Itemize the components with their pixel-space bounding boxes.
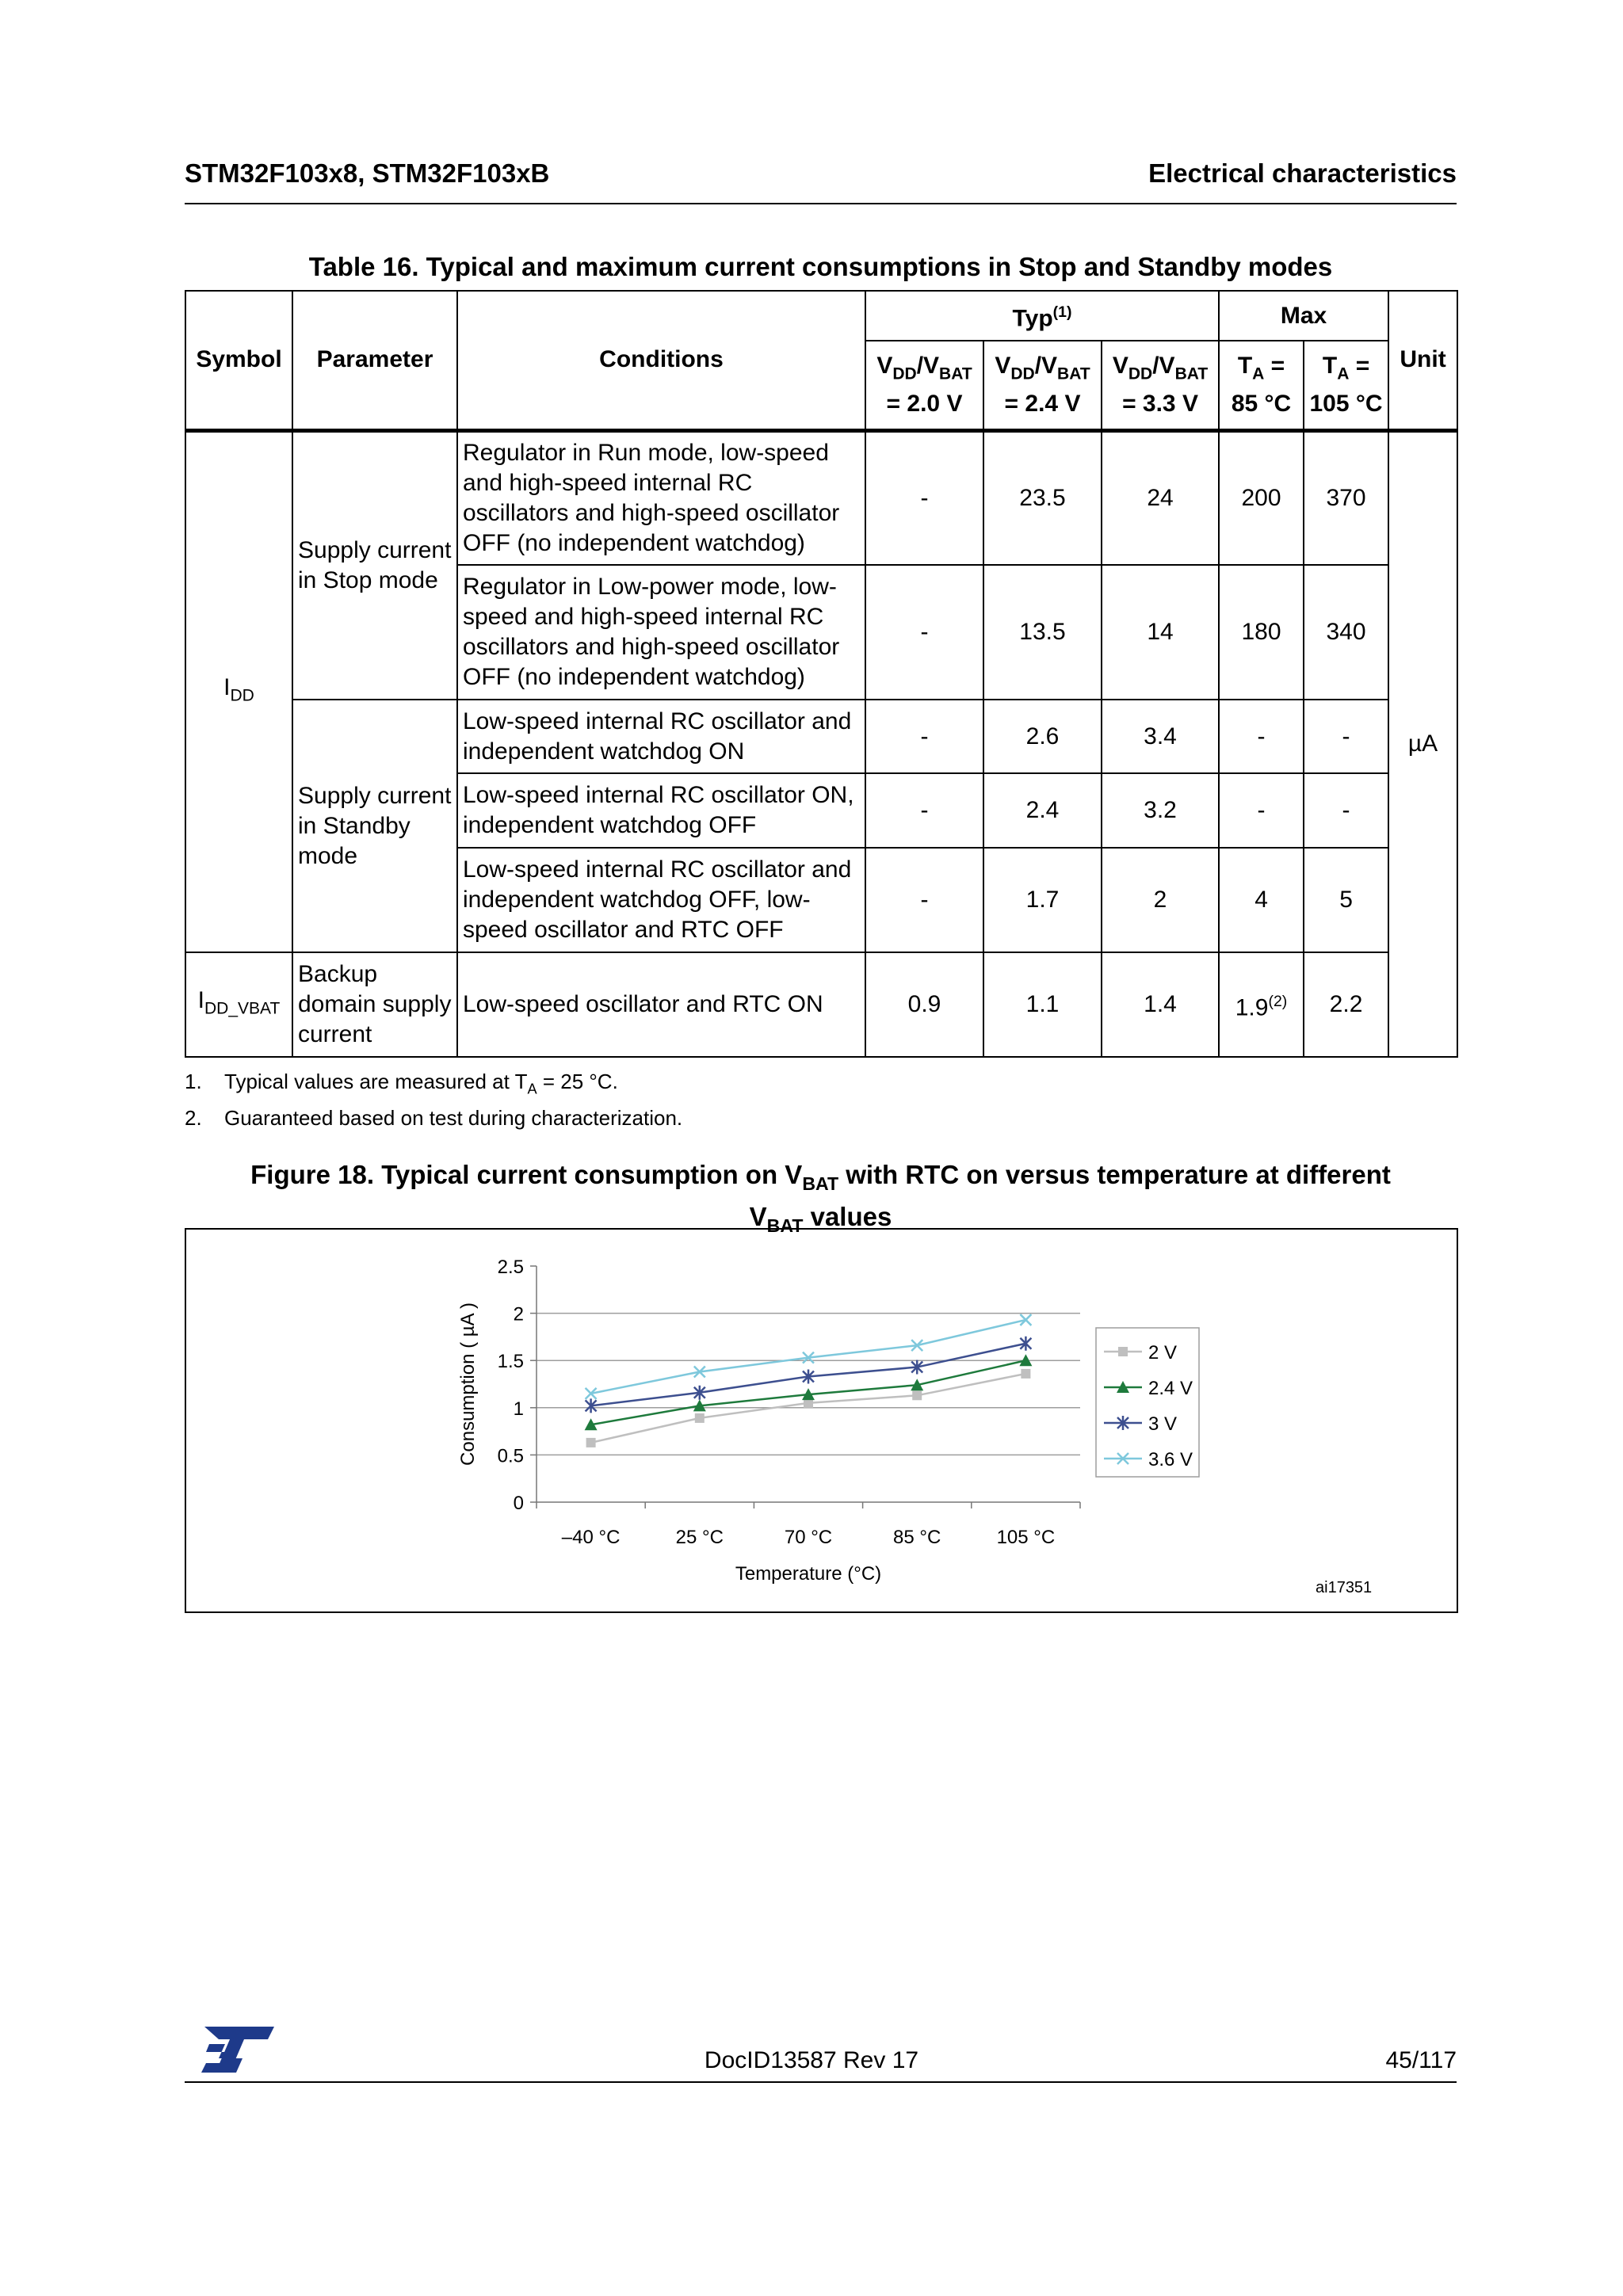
value-cell: 3.4 (1102, 700, 1219, 773)
value-cell: 5 (1304, 848, 1388, 952)
value-cell: 1.9$^{(2)}$ (1219, 952, 1304, 1057)
value-cell: - (1219, 773, 1304, 848)
col-header-ta-105: $T_A$ = 105 °C (1304, 341, 1388, 430)
col-header-typ: Typ$^{(1)}$ (865, 291, 1219, 341)
table-row (185, 430, 1457, 565)
col-header-symbol: Symbol (185, 291, 292, 430)
value-cell: - (1304, 700, 1388, 773)
legend-marker (1118, 1347, 1128, 1356)
condition-cell: Low-speed internal RC oscillator and independent watchdog OFF, low-speed oscillator and RTC OFF (457, 848, 865, 952)
value-cell: - (865, 700, 983, 773)
symbol-idd: $I_{DD}$ (185, 430, 292, 952)
condition-cell: Regulator in Low-power mode, low-speed and high-speed internal RC oscillators and high-speed oscillator OFF (no independent watchdog) (457, 565, 865, 700)
value-cell: 2 (1102, 848, 1219, 952)
legend-label: 3 V (1148, 1413, 1178, 1435)
y-tick-label: 0.5 (497, 1445, 524, 1467)
doc-header-title: STM32F103x8, STM32F103xB (185, 158, 550, 188)
value-cell: 23.5 (983, 430, 1102, 565)
value-cell: 4 (1219, 848, 1304, 952)
y-tick-label: 1 (513, 1398, 524, 1420)
value-cell: 0.9 (865, 952, 983, 1057)
header-rule (185, 203, 1457, 204)
table-row (185, 952, 1457, 1057)
footnote-2: 2. Guaranteed based on test during characterization. (185, 1106, 683, 1130)
y-tick-label: 2.5 (497, 1257, 524, 1278)
x-tick-label: 85 °C (893, 1527, 941, 1548)
legend-label: 2 V (1148, 1342, 1178, 1363)
col-header-ta-85: $T_A$ = 85 °C (1219, 341, 1304, 430)
legend-label: 2.4 V (1148, 1378, 1193, 1399)
value-cell: 2.4 (983, 773, 1102, 848)
value-cell: 2.6 (983, 700, 1102, 773)
data-point (912, 1390, 922, 1400)
y-axis-label: Consumption ( µA ) (457, 1302, 479, 1466)
col-header-vdd-2v0: $V_{DD}/V_{BAT}$ = 2.0 V (865, 341, 983, 430)
y-tick-label: 1.5 (497, 1351, 524, 1373)
value-cell: 24 (1102, 430, 1219, 565)
x-tick-label: 70 °C (784, 1527, 833, 1548)
value-cell: 3.2 (1102, 773, 1219, 848)
param-standby: Supply current in Standby mode (292, 700, 457, 952)
value-cell: 180 (1219, 565, 1304, 700)
y-tick-label: 0 (513, 1493, 524, 1514)
col-header-vdd-3v3: $V_{DD}/V_{BAT}$ = 3.3 V (1102, 341, 1219, 430)
condition-cell: Low-speed internal RC oscillator and independent watchdog ON (457, 700, 865, 773)
value-cell: 370 (1304, 430, 1388, 565)
condition-cell: Low-speed oscillator and RTC ON (457, 952, 865, 1057)
col-header-unit: Unit (1388, 291, 1457, 430)
symbol-idd-vbat: $I_{DD\_VBAT}$ (185, 952, 292, 1057)
table-title: Table 16. Typical and maximum current consumptions in Stop and Standby modes (308, 252, 1333, 281)
doc-id: DocID13587 Rev 17 (704, 2047, 919, 2073)
vbat-consumption-chart (186, 1230, 1457, 1611)
value-cell: 14 (1102, 565, 1219, 700)
table-row (185, 700, 1457, 773)
y-tick-label: 2 (513, 1303, 524, 1325)
doc-header-section: Electrical characteristics (1148, 158, 1457, 188)
value-cell: - (865, 565, 983, 700)
footnote-1: 1. Typical values are measured at $T_A = 25$ °C. (185, 1070, 618, 1097)
footer-rule (185, 2081, 1457, 2083)
value-cell: - (865, 848, 983, 952)
value-cell: 340 (1304, 565, 1388, 700)
x-tick-label: –40 °C (561, 1527, 621, 1548)
value-cell: - (865, 773, 983, 848)
col-header-conditions: Conditions (457, 291, 865, 430)
param-backup: Backup domain supply current (292, 952, 457, 1057)
page-number: 45/117 (1385, 2047, 1457, 2073)
param-stop: Supply current in Stop mode (292, 430, 457, 700)
value-cell: 200 (1219, 430, 1304, 565)
col-header-max: Max (1219, 291, 1388, 341)
col-header-vdd-2v4: $V_{DD}/V_{BAT}$ = 2.4 V (983, 341, 1102, 430)
value-cell: - (865, 430, 983, 565)
value-cell: 13.5 (983, 565, 1102, 700)
data-point (1021, 1369, 1030, 1379)
condition-cell: Regulator in Run mode, low-speed and high-speed internal RC oscillators and high-speed oscillator OFF (no independent watchdog) (457, 430, 865, 565)
legend-label: 3.6 V (1148, 1449, 1193, 1470)
figure-code: ai17351 (1316, 1579, 1373, 1596)
value-cell: - (1219, 700, 1304, 773)
value-cell: 1.4 (1102, 952, 1219, 1057)
current-consumption-table (185, 290, 1458, 1058)
condition-cell: Low-speed internal RC oscillator ON, independent watchdog OFF (457, 773, 865, 848)
x-tick-label: 25 °C (675, 1527, 724, 1548)
x-axis-label: Temperature (°C) (735, 1563, 882, 1585)
value-cell: - (1304, 773, 1388, 848)
value-cell: 1.7 (983, 848, 1102, 952)
unit-cell: µA (1388, 430, 1457, 1057)
value-cell: 2.2 (1304, 952, 1388, 1057)
col-header-parameter: Parameter (292, 291, 457, 430)
data-point (586, 1438, 596, 1447)
value-cell: 1.1 (983, 952, 1102, 1057)
data-point (695, 1413, 705, 1423)
x-tick-label: 105 °C (996, 1527, 1056, 1548)
figure-title: Figure 18. Typical current consumption on $V_{BAT}$ with RTC on versus temperature at different $V_{BAT}$ values (250, 1160, 1391, 1237)
